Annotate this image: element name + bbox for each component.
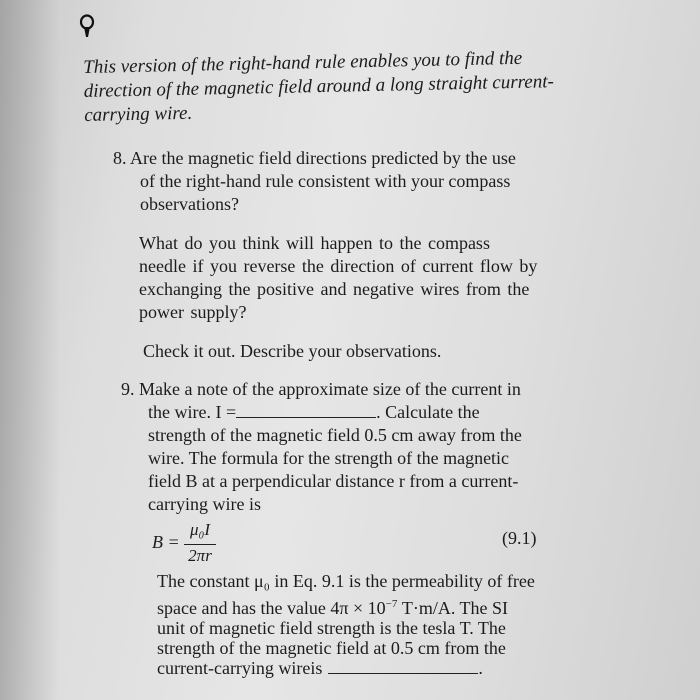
question-line: carrying wire is [148,494,261,514]
paragraph-line: current-carrying wireis [157,658,323,678]
question-8-instruction: Check it out. Describe your observations. [143,341,442,361]
paragraph-line: T·m/A. The SI [397,598,509,618]
paragraph-line: . [478,658,483,678]
formula-denominator: 2πr [188,546,212,565]
question-9 [121,378,551,516]
fraction-bar [184,544,216,545]
paragraph-line: space and has the value 4π × 10 [157,598,386,618]
paragraph-line: unit of magnetic field strength is the tesla T. The [157,618,506,638]
question-line: needle if you reverse the direction of current flow by [139,256,538,276]
formula-lhs: B = [152,532,180,552]
intro-paragraph [83,45,604,128]
question-line: the wire. I = [148,402,237,422]
formula-numerator: μ₀I [189,520,211,539]
intro-line: direction of the magnetic field around a long straight current- [83,71,555,102]
question-line: Are the magnetic field directions predicted by the use [130,148,516,168]
question-line: observations? [140,194,239,214]
question-8 [113,147,553,216]
question-8-follow-up [139,232,549,324]
intro-line: carrying wire. [84,102,193,126]
exponent: −7 [385,598,398,610]
constant-paragraph [157,571,542,678]
paragraph-line: strength of the magnetic field at 0.5 cm from the [157,638,506,658]
question-line: field B at a perpendicular distance r from a current- [148,471,519,491]
question-line: Make a note of the approximate size of the current in [139,379,521,399]
page-shadow [0,0,60,700]
question-line: strength of the magnetic field 0.5 cm away from the [148,425,522,445]
answer-blank[interactable] [328,659,478,674]
question-line: of the right-hand rule consistent with your compass [140,171,511,191]
question-line: exchanging the positive and negative wires from the [139,279,530,299]
formula-9-1 [152,520,552,570]
lightbulb-pin-icon [79,14,95,40]
question-number: 9. [121,379,135,399]
equation-number: (9.1) [502,528,537,548]
question-line: What do you think will happen to the compass [139,233,490,253]
question-line: power supply? [139,302,247,322]
question-number: 8. [113,148,127,168]
question-line: wire. The formula for the strength of the magnetic [148,448,510,468]
paragraph-line: The constant μ₀ in Eq. 9.1 is the permeability of free [157,571,535,591]
intro-line: This version of the right-hand rule enables you to find the [83,47,523,78]
current-blank[interactable] [236,403,376,418]
question-line: . Calculate the [376,402,480,422]
